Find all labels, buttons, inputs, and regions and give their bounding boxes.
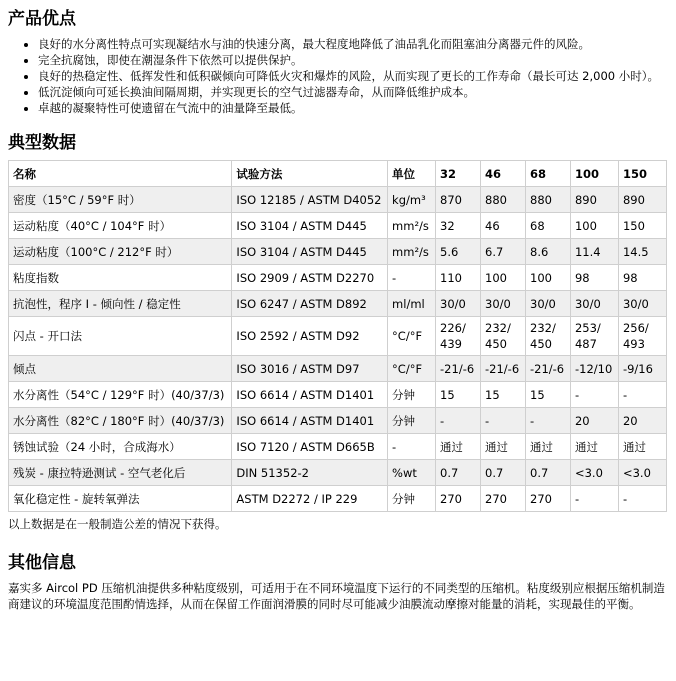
table-cell: ml/ml xyxy=(388,291,436,317)
table-cell: 6.7 xyxy=(481,239,526,265)
table-cell: 通过 xyxy=(526,434,571,460)
table-cell: ISO 3104 / ASTM D445 xyxy=(232,239,388,265)
table-cell: 30/0 xyxy=(436,291,481,317)
table-cell: 880 xyxy=(526,187,571,213)
table-cell: - xyxy=(436,408,481,434)
table-cell: 通过 xyxy=(570,434,618,460)
column-header: 单位 xyxy=(388,161,436,187)
table-cell: 通过 xyxy=(436,434,481,460)
table-cell: -21/-6 xyxy=(436,356,481,382)
table-cell: -9/16 xyxy=(618,356,666,382)
table-cell: 15 xyxy=(526,382,571,408)
table-cell: 100 xyxy=(526,265,571,291)
table-cell: 880 xyxy=(481,187,526,213)
column-header: 名称 xyxy=(9,161,232,187)
typical-data-title: 典型数据 xyxy=(8,133,76,153)
table-cell: 分钟 xyxy=(388,486,436,512)
table-cell: 0.7 xyxy=(481,460,526,486)
table-cell: 256/ 493 xyxy=(618,317,666,356)
advantage-item: • 低沉淀倾向可延长换油间隔周期，并实现更长的空气过滤器寿命，从而降低维护成本。 xyxy=(38,84,668,100)
table-cell: 890 xyxy=(570,187,618,213)
table-cell: ISO 2592 / ASTM D92 xyxy=(232,317,388,356)
table-cell: - xyxy=(618,382,666,408)
advantages-title: 产品优点 xyxy=(8,9,76,29)
table-cell: ISO 2909 / ASTM D2270 xyxy=(232,265,388,291)
table-cell: - xyxy=(618,486,666,512)
table-cell: 110 xyxy=(436,265,481,291)
table-cell: 100 xyxy=(570,213,618,239)
table-cell: 运动粘度（40°C / 104°F 时） xyxy=(9,213,232,239)
table-cell: 890 xyxy=(618,187,666,213)
table-cell: °C/°F xyxy=(388,317,436,356)
table-header-row xyxy=(9,161,667,187)
table-cell: 32 xyxy=(436,213,481,239)
table-cell: 闪点 - 开口法 xyxy=(9,317,232,356)
table-cell: ISO 3104 / ASTM D445 xyxy=(232,213,388,239)
table-cell: 100 xyxy=(481,265,526,291)
table-cell: 15 xyxy=(436,382,481,408)
column-header: 68 xyxy=(526,161,571,187)
table-cell: 8.6 xyxy=(526,239,571,265)
column-header: 试验方法 xyxy=(232,161,388,187)
table-note: 以上数据是在一般制造公差的情况下获得。 xyxy=(8,517,227,531)
table-cell: ISO 3016 / ASTM D97 xyxy=(232,356,388,382)
table-cell: 残炭 - 康拉特逊测试 - 空气老化后 xyxy=(9,460,232,486)
table-body xyxy=(9,187,667,512)
other-info-section xyxy=(8,552,668,612)
table-cell: 通过 xyxy=(618,434,666,460)
table-cell: 270 xyxy=(481,486,526,512)
table-cell: 密度（15°C / 59°F 时） xyxy=(9,187,232,213)
table-cell: 水分离性（54°C / 129°F 时）(40/37/3) xyxy=(9,382,232,408)
table-cell: -12/10 xyxy=(570,356,618,382)
table-cell: 232/ 450 xyxy=(526,317,571,356)
table-cell: 0.7 xyxy=(526,460,571,486)
table-cell: 15 xyxy=(481,382,526,408)
table-row xyxy=(9,434,667,460)
table-cell: 11.4 xyxy=(570,239,618,265)
table-cell: 270 xyxy=(526,486,571,512)
table-cell: - xyxy=(388,434,436,460)
table-cell: 分钟 xyxy=(388,408,436,434)
table-cell: 运动粘度（100°C / 212°F 时） xyxy=(9,239,232,265)
table-row xyxy=(9,382,667,408)
table-cell: 46 xyxy=(481,213,526,239)
table-cell: 5.6 xyxy=(436,239,481,265)
table-cell: - xyxy=(526,408,571,434)
table-cell: %wt xyxy=(388,460,436,486)
table-cell: 锈蚀试验（24 小时，合成海水） xyxy=(9,434,232,460)
table-cell: 抗泡性，程序 I - 倾向性 / 稳定性 xyxy=(9,291,232,317)
table-row xyxy=(9,265,667,291)
table-cell: 30/0 xyxy=(618,291,666,317)
advantage-item: • 卓越的凝聚特性可使遗留在气流中的油量降至最低。 xyxy=(38,100,668,116)
table-cell: kg/m³ xyxy=(388,187,436,213)
advantage-item: • 良好的水分离性特点可实现凝结水与油的快速分离，最大程度地降低了油品乳化而阻塞油分离器元件的风险。 xyxy=(38,36,668,52)
advantages-section xyxy=(8,8,668,116)
table-cell: 870 xyxy=(436,187,481,213)
typical-data-section xyxy=(8,132,668,532)
table-row xyxy=(9,486,667,512)
table-cell: 分钟 xyxy=(388,382,436,408)
table-cell: 150 xyxy=(618,213,666,239)
table-cell: - xyxy=(388,265,436,291)
table-cell: 粘度指数 xyxy=(9,265,232,291)
other-info-title: 其他信息 xyxy=(8,553,76,573)
table-cell: ISO 12185 / ASTM D4052 xyxy=(232,187,388,213)
advantage-item: • 良好的热稳定性、低挥发性和低积碳倾向可降低火灾和爆炸的风险，从而实现了更长的工作寿命（最长可达 2,000 小时）。 xyxy=(38,68,668,84)
table-cell: <3.0 xyxy=(570,460,618,486)
table-cell: - xyxy=(570,486,618,512)
table-cell: 270 xyxy=(436,486,481,512)
table-cell: 通过 xyxy=(481,434,526,460)
table-cell: 20 xyxy=(570,408,618,434)
table-row xyxy=(9,356,667,382)
column-header: 150 xyxy=(618,161,666,187)
table-row xyxy=(9,317,667,356)
table-cell: 232/ 450 xyxy=(481,317,526,356)
other-info-text: 嘉实多 Aircol PD 压缩机油提供多种粘度级别，可适用于在不同环境温度下运行的不同类型的压缩机。粘度级别应根据压缩机制造商建议的环境温度范围酌情选择，从而在保留工作面润滑膜的同时尽可能减少油膜流动摩擦对能量的消耗，实现最佳的平衡。 xyxy=(8,581,665,611)
table-cell: 14.5 xyxy=(618,239,666,265)
table-cell: 226/ 439 xyxy=(436,317,481,356)
table-cell: ISO 7120 / ASTM D665B xyxy=(232,434,388,460)
table-cell: - xyxy=(570,382,618,408)
typical-data-table xyxy=(8,160,667,512)
table-cell: 68 xyxy=(526,213,571,239)
table-cell: 98 xyxy=(570,265,618,291)
column-header: 32 xyxy=(436,161,481,187)
table-cell: 30/0 xyxy=(526,291,571,317)
table-cell: ISO 6247 / ASTM D892 xyxy=(232,291,388,317)
table-cell: 0.7 xyxy=(436,460,481,486)
table-cell: 30/0 xyxy=(481,291,526,317)
table-cell: °C/°F xyxy=(388,356,436,382)
table-cell: 98 xyxy=(618,265,666,291)
table-row xyxy=(9,239,667,265)
table-cell: 水分离性（82°C / 180°F 时）(40/37/3) xyxy=(9,408,232,434)
table-cell: ASTM D2272 / IP 229 xyxy=(232,486,388,512)
table-cell: -21/-6 xyxy=(481,356,526,382)
table-cell: 253/ 487 xyxy=(570,317,618,356)
table-cell: mm²/s xyxy=(388,239,436,265)
table-cell: 20 xyxy=(618,408,666,434)
table-row xyxy=(9,291,667,317)
table-cell: <3.0 xyxy=(618,460,666,486)
table-cell: 氧化稳定性 - 旋转氧弹法 xyxy=(9,486,232,512)
table-cell: 倾点 xyxy=(9,356,232,382)
column-header: 46 xyxy=(481,161,526,187)
advantages-list xyxy=(8,36,668,116)
table-cell: DIN 51352-2 xyxy=(232,460,388,486)
table-row xyxy=(9,213,667,239)
table-row xyxy=(9,187,667,213)
table-row xyxy=(9,408,667,434)
column-header: 100 xyxy=(570,161,618,187)
table-row xyxy=(9,460,667,486)
table-cell: 30/0 xyxy=(570,291,618,317)
table-cell: -21/-6 xyxy=(526,356,571,382)
advantage-item: • 完全抗腐蚀，即使在潮湿条件下依然可以提供保护。 xyxy=(38,52,668,68)
table-cell: - xyxy=(481,408,526,434)
table-cell: ISO 6614 / ASTM D1401 xyxy=(232,408,388,434)
table-cell: mm²/s xyxy=(388,213,436,239)
table-cell: ISO 6614 / ASTM D1401 xyxy=(232,382,388,408)
